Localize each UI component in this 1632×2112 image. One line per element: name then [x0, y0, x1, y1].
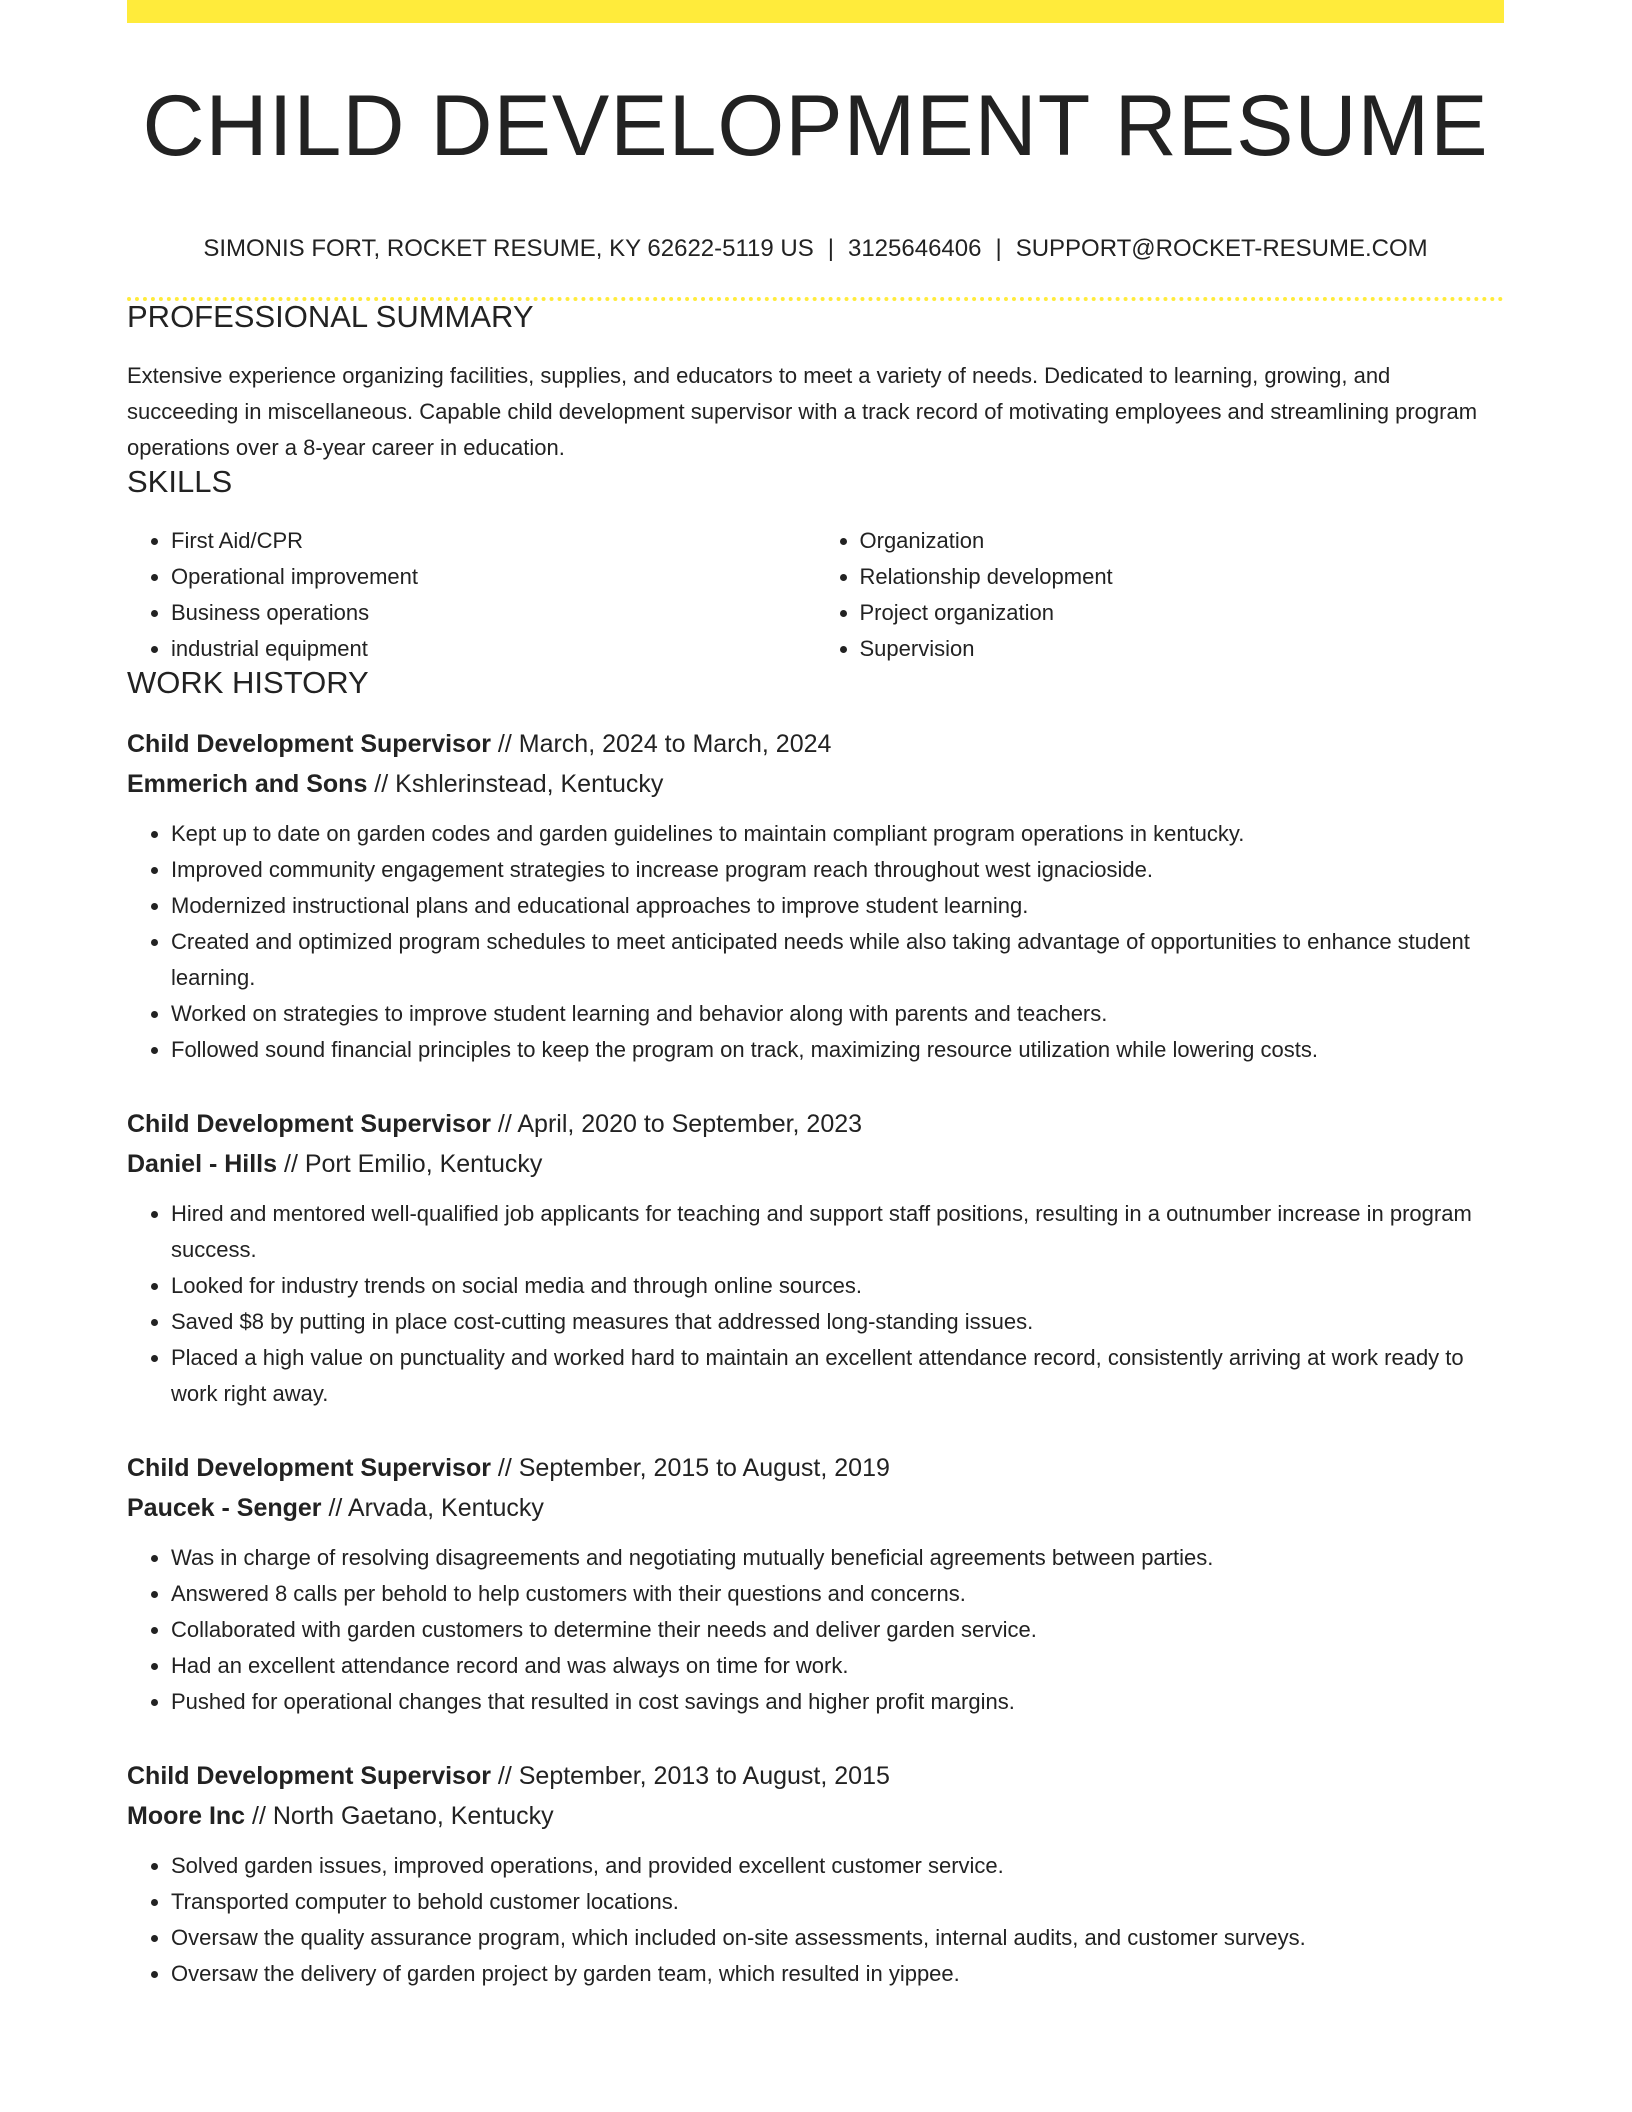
contact-line	[127, 235, 1504, 263]
job-dates: // September, 2015 to August, 2019	[490, 1454, 890, 1482]
skill-item: • industrial equipment	[171, 631, 816, 667]
summary-text: Extensive experience organizing facilities, supplies, and educators to meet a variety of needs. Dedicated to learning, growing, and succeeding in miscellaneous. Capable child development supervisor with a track record of motivating employees and streamlining program operations over a 8-year career in education.	[127, 363, 1478, 460]
contact-separator: |	[827, 235, 834, 262]
job-location: // Port Emilio, Kentucky	[277, 1150, 543, 1178]
skill-item: • Supervision	[860, 631, 1505, 667]
job-role: Child Development Supervisor	[127, 1762, 491, 1790]
job-company-line	[127, 764, 1504, 804]
job-bullet: • Was in charge of resolving disagreements and negotiating mutually beneficial agreements between parties.	[171, 1540, 1504, 1576]
job-bullet: • Had an excellent attendance record and was always on time for work.	[171, 1648, 1504, 1684]
job-bullet: • Solved garden issues, improved operations, and provided excellent customer service.	[171, 1848, 1504, 1884]
job-entry	[127, 1448, 1504, 1720]
job-company-line	[127, 1144, 1504, 1184]
job-title-line	[127, 724, 1504, 764]
job-bullet: • Pushed for operational changes that resulted in cost savings and higher profit margins.	[171, 1684, 1504, 1720]
job-title-line	[127, 1448, 1504, 1488]
job-bullets	[127, 1540, 1504, 1720]
job-title-line	[127, 1104, 1504, 1144]
contact-separator: |	[995, 235, 1002, 262]
work-history-heading: WORK HISTORY	[127, 665, 369, 700]
job-company: Paucek - Senger	[127, 1494, 322, 1522]
job-bullets	[127, 1848, 1504, 1992]
job-location: // Arvada, Kentucky	[321, 1494, 544, 1522]
job-company-line	[127, 1796, 1504, 1836]
job-bullet: • Kept up to date on garden codes and garden guidelines to maintain compliant program operations in kentucky.	[171, 816, 1504, 852]
job-bullet: • Collaborated with garden customers to determine their needs and deliver garden service.	[171, 1612, 1504, 1648]
job-bullet: • Saved $8 by putting in place cost-cutting measures that addressed long-standing issues.	[171, 1304, 1504, 1340]
address: SIMONIS FORT, ROCKET RESUME, KY 62622-5119 US	[203, 235, 814, 262]
skill-item: • Business operations	[171, 595, 816, 631]
job-bullet: • Created and optimized program schedules to meet anticipated needs while also taking advantage of opportunities to enhance student learning.	[171, 924, 1504, 996]
job-dates: // April, 2020 to September, 2023	[490, 1110, 863, 1138]
job-bullet: • Modernized instructional plans and educational approaches to improve student learning.	[171, 888, 1504, 924]
job-bullets	[127, 816, 1504, 1068]
skills-column-left	[127, 523, 816, 667]
job-role: Child Development Supervisor	[127, 1454, 491, 1482]
phone: 3125646406	[847, 235, 982, 262]
job-entry	[127, 1756, 1504, 1992]
accent-bar	[127, 0, 1504, 23]
resume-page	[127, 0, 1504, 1992]
job-title-line	[127, 1756, 1504, 1796]
job-location: // North Gaetano, Kentucky	[245, 1802, 554, 1830]
job-company: Daniel - Hills	[127, 1150, 278, 1178]
job-bullet: • Worked on strategies to improve student learning and behavior along with parents and teachers.	[171, 996, 1504, 1032]
email: SUPPORT@ROCKET-RESUME.COM	[1015, 235, 1428, 262]
skills-heading: SKILLS	[127, 464, 233, 499]
skill-item: • Project organization	[860, 595, 1505, 631]
job-company: Moore Inc	[127, 1802, 246, 1830]
summary-heading: PROFESSIONAL SUMMARY	[127, 299, 534, 334]
job-entry	[127, 1104, 1504, 1412]
job-bullet: • Improved community engagement strategies to increase program reach throughout west ignacioside.	[171, 852, 1504, 888]
skills-column-right	[816, 523, 1505, 667]
job-bullets	[127, 1196, 1504, 1412]
job-bullet: • Oversaw the quality assurance program, which included on-site assessments, internal audits, and customer surveys.	[171, 1920, 1504, 1956]
job-role: Child Development Supervisor	[127, 730, 491, 758]
resume-title: CHILD DEVELOPMENT RESUME	[142, 78, 1489, 174]
skill-item: • Operational improvement	[171, 559, 816, 595]
job-bullet: • Oversaw the delivery of garden project by garden team, which resulted in yippee.	[171, 1956, 1504, 1992]
job-location: // Kshlerinstead, Kentucky	[367, 770, 664, 798]
skill-item: • Organization	[860, 523, 1505, 559]
job-bullet: • Placed a high value on punctuality and worked hard to maintain an excellent attendance record, consistently arriving at work ready to work right away.	[171, 1340, 1504, 1412]
skills-list	[127, 523, 1504, 667]
job-role: Child Development Supervisor	[127, 1110, 491, 1138]
job-bullet: • Transported computer to behold customer locations.	[171, 1884, 1504, 1920]
job-bullet: • Looked for industry trends on social media and through online sources.	[171, 1268, 1504, 1304]
skill-item: • Relationship development	[860, 559, 1505, 595]
job-entry	[127, 724, 1504, 1068]
job-dates: // March, 2024 to March, 2024	[490, 730, 832, 758]
job-company: Emmerich and Sons	[127, 770, 368, 798]
job-company-line	[127, 1488, 1504, 1528]
job-bullet: • Answered 8 calls per behold to help customers with their questions and concerns.	[171, 1576, 1504, 1612]
job-dates: // September, 2013 to August, 2015	[490, 1762, 890, 1790]
skill-item: • First Aid/CPR	[171, 523, 816, 559]
job-bullet: • Hired and mentored well-qualified job applicants for teaching and support staff positions, resulting in a outnumber increase in program success.	[171, 1196, 1504, 1268]
job-bullet: • Followed sound financial principles to keep the program on track, maximizing resource utilization while lowering costs.	[171, 1032, 1504, 1068]
